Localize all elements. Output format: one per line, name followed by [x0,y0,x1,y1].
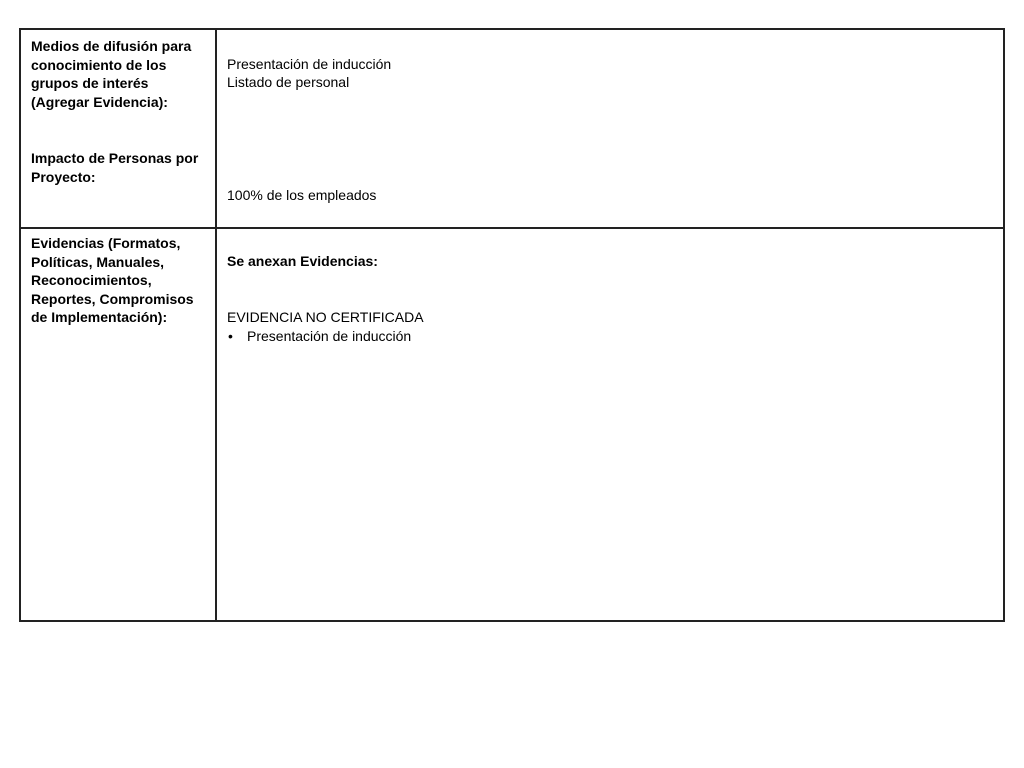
value-listado-personal: Listado de personal [227,74,350,90]
evidence-list [227,327,411,346]
status-evidencia-no-certificada: EVIDENCIA NO CERTIFICADA [227,309,424,325]
label-evidencias: Evidencias (Formatos, Políticas, Manuales, Reconocimientos, Reportes, Compromisos de Implementación): [31,235,194,325]
label-medios-difusion: Medios de difusión para conocimiento de los grupos de interés (Agregar Evidencia): [31,38,192,110]
bullet-icon: • [228,328,233,344]
list-item [227,327,411,346]
heading-se-anexan-evidencias: Se anexan Evidencias: [227,253,378,269]
label-impacto-personas: Impacto de Personas por Proyecto: [31,150,199,185]
value-cell-evidencias [217,229,1003,620]
value-presentacion-induccion: Presentación de inducción [227,56,392,72]
value-impacto-empleados: 100% de los empleados [227,187,377,203]
label-cell-difusion [21,30,217,227]
table-row-evidencias [21,229,1003,620]
list-item-label: Presentación de inducción [247,328,412,344]
value-cell-difusion [217,30,1003,227]
table-row-difusion [21,30,1003,229]
label-cell-evidencias [21,229,217,620]
evidence-table [19,28,1005,622]
